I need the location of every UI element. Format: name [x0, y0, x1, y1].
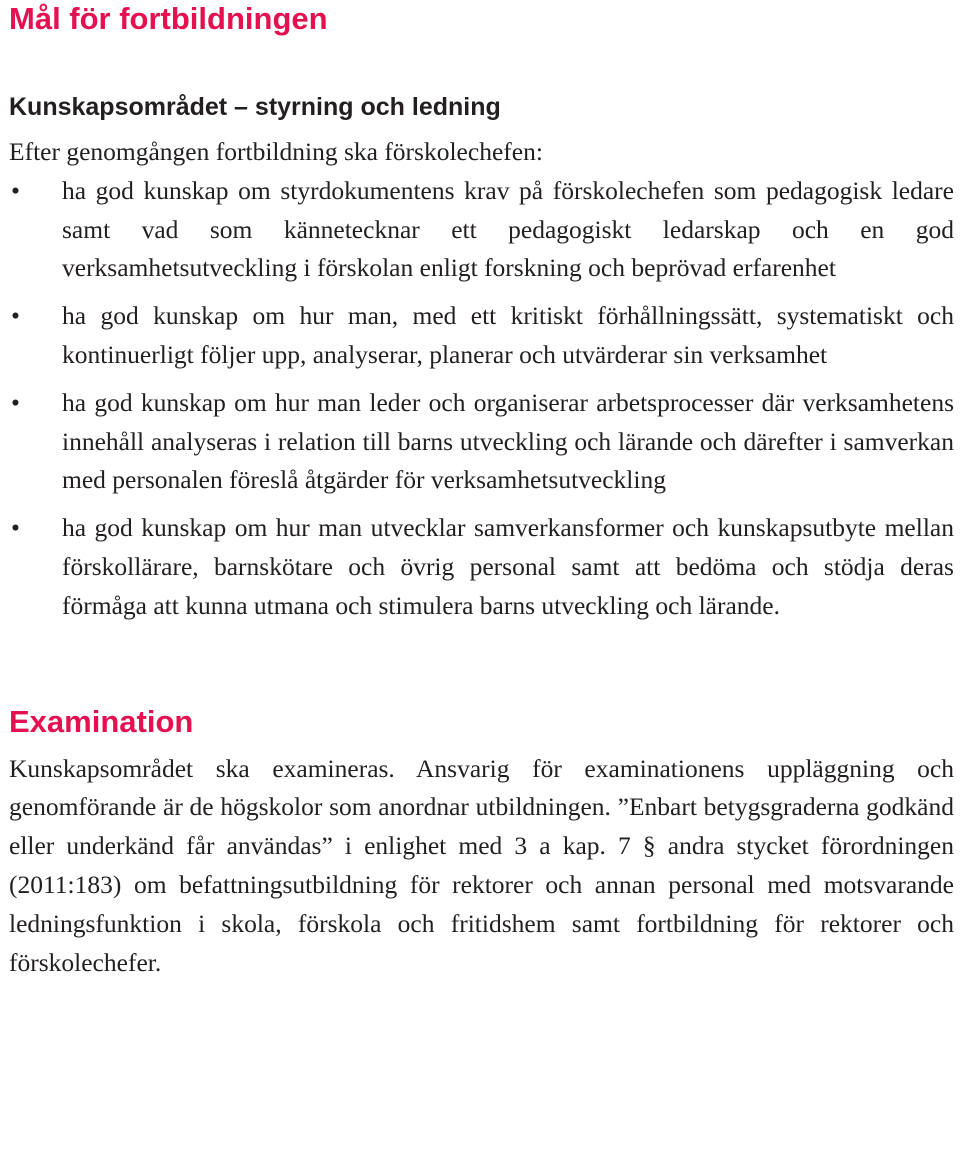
bullet-icon: •	[11, 513, 20, 543]
list-item-text: ha god kunskap om hur man, med ett kritiskt förhållningssätt, systematiskt och kontinuerligt följer upp, analyserar, planerar och utvärderar sin verksamhet	[62, 301, 954, 369]
list-item-text: ha god kunskap om hur man utvecklar samverkansformer och kunskapsutbyte mellan förskollärare, barnskötare och övrig personal samt att bedöma och stödja deras förmåga att kunna utmana och stimulera barns utveckling och lärande.	[62, 513, 954, 620]
list-item	[9, 509, 954, 625]
list-item-text: ha god kunskap om styrdokumentens krav på förskolechefen som pedagogisk ledare samt vad som kännetecknar ett pedagogiskt ledarskap och en god verksamhetsutveckling i förskolan enligt forskning och beprövad erfarenhet	[62, 175, 954, 283]
bullet-icon: •	[11, 175, 20, 205]
bullet-icon: •	[11, 301, 20, 331]
bullet-icon: •	[11, 387, 20, 417]
goals-list	[9, 172, 954, 626]
examination-paragraph: Kunskapsområdet ska examineras. Ansvarig för examinationens uppläggning och genomförande är de högskolor som anordnar utbildningen. ”Enbart betygsgraderna godkänd eller underkänd får användas” i enlighet med 3 a kap. 7 § andra stycket förordningen (2011:183) om befattningsutbildning för rektorer och annan personal med motsvarande ledningsfunktion i skola, förskola och fritidshem samt fortbildning för rektorer och förskolechefer.	[9, 753, 954, 977]
document-page	[9, 0, 954, 982]
page-title: Mål för fortbildningen	[9, 1, 328, 36]
list-item-text: ha god kunskap om hur man leder och organiserar arbetsprocesser där verksamhetens innehåll analyseras i relation till barns utveckling och lärande och därefter i samverkan med personalen föreslå åtgärder för verksamhetsutveckling	[62, 387, 954, 495]
list-item	[9, 297, 954, 375]
intro-paragraph: Efter genomgången fortbildning ska förskolechefen:	[9, 137, 543, 166]
section-subheading: Kunskapsområdet – styrning och ledning	[9, 93, 501, 121]
examination-heading: Examination	[9, 703, 194, 739]
list-item	[9, 384, 954, 500]
list-item	[9, 172, 954, 288]
